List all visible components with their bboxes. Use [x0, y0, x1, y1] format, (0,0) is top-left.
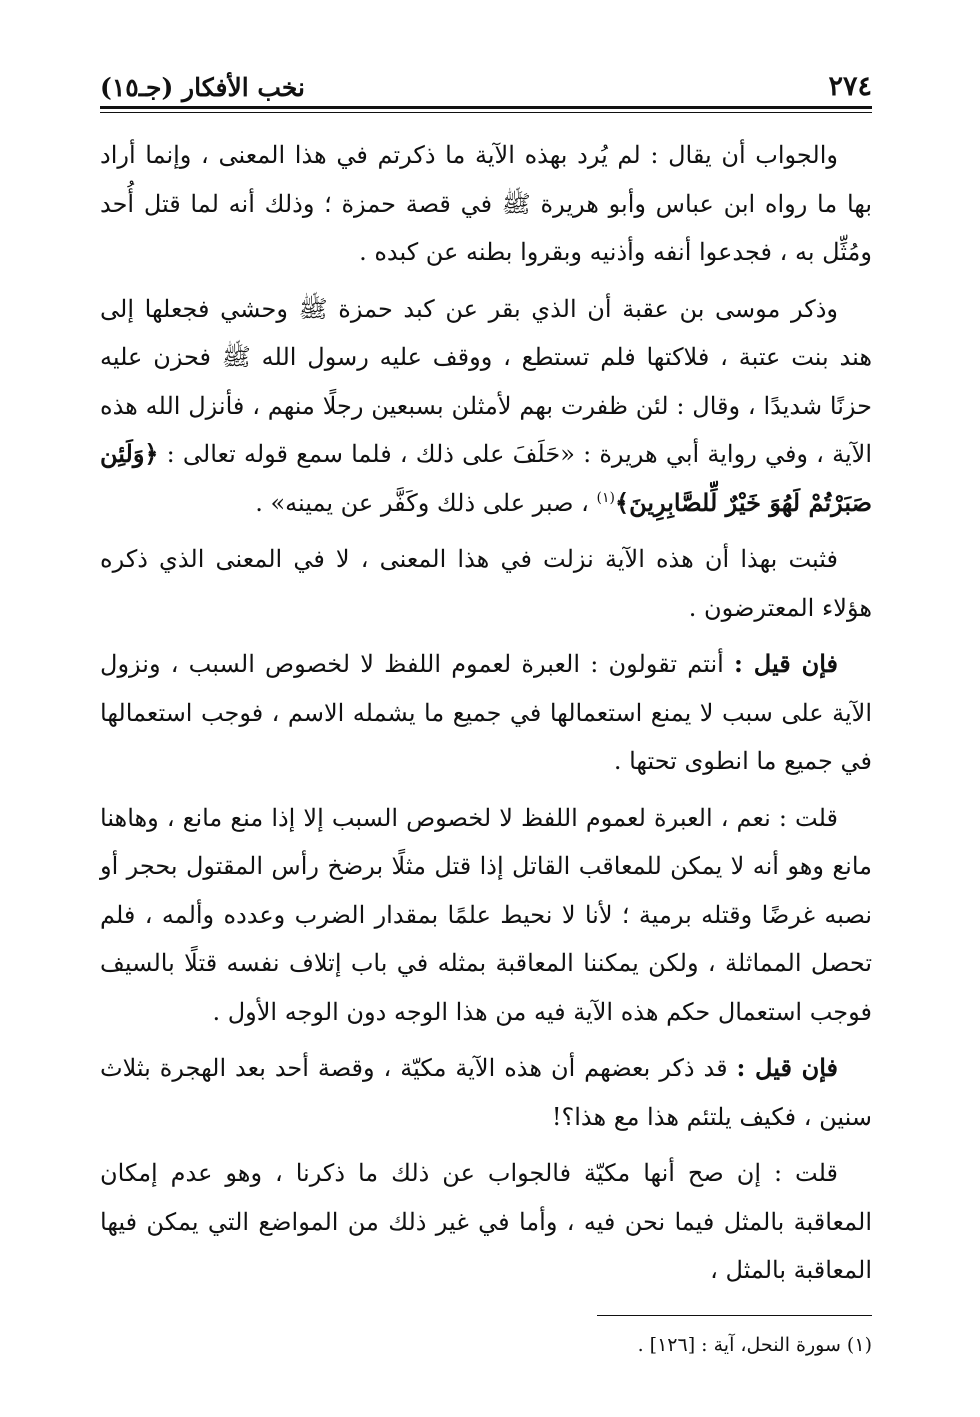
page-body — [100, 131, 872, 1295]
page-number: ٢٧٤ — [828, 71, 872, 102]
paragraph-text: فثبت بهذا أن هذه الآية نزلت في هذا المعنى ، لا في المعنى الذي ذكره هؤلاء المعترضون . — [100, 545, 872, 622]
footnote-reference: (١) — [596, 489, 615, 506]
page-header — [100, 58, 872, 102]
footnote: (١) سورة النحل، آية : [١٢٦] . — [637, 1333, 872, 1356]
header-rule-thick — [100, 106, 872, 109]
paragraph-answer — [100, 131, 872, 277]
header-rule-thin — [100, 112, 872, 113]
paragraph-text: ، صبر على ذلك وكَفَّر عن يمينه» . — [255, 488, 597, 517]
paragraph-objection-2 — [100, 1044, 872, 1141]
paragraph-conclusion — [100, 535, 872, 632]
quran-verse: ﴿وَلَئِن صَبَرْتُمْ لَهُوَ خَيْرٌ لِّلصَّابِرِينَ﴾ — [100, 439, 872, 517]
book-title: نخب الأفكار (جـ١٥) — [100, 73, 306, 102]
paragraph-text: والجواب أن يقال : لم يُرد بهذه الآية ما ذكرتم في هذا المعنى ، وإنما أراد بها ما رواه ابن عباس وأبو هريرة ﷺ في قصة حمزة ؛ وذلك أنه لما قتل أُحد ومُثِّل به ، فجدعوا أنفه وأذنيه وبقروا بطنه عن كبده . — [100, 141, 872, 266]
footnote-divider — [597, 1315, 872, 1316]
book-page — [100, 58, 872, 1360]
paragraph-text: أنتم تقولون : العبرة لعموم اللفظ لا لخصوص السبب ، ونزول الآية على سبب لا يمنع استعمالها في جميع ما يشمله الاسم ، فوجب استعمالها في جميع ما انطوى تحتها . — [100, 650, 872, 775]
paragraph-objection-1 — [100, 640, 872, 786]
objection-lead: فإن قيل : — [736, 1053, 838, 1082]
paragraph-text: وذكر موسى بن عقبة أن الذي بقر عن كبد حمزة ﷺ وحشي فجعلها إلى هند بنت عتبة ، فلاكتها فلم تستطع ، ووقف عليه رسول الله ﷺ فحزن عليه حزنًا شديدًا ، وقال : لئن ظفرت بهم لأمثلن بسبعين رجلًا منهم ، فأنزل الله هذه الآية ، وفي رواية أبي هريرة : «حَلَفَ على ذلك ، فلما سمع قوله تعالى : — [100, 294, 872, 468]
paragraph-text: قد ذكر بعضهم أن هذه الآية مكيّة ، وقصة أحد بعد الهجرة بثلاث سنين ، فكيف يلتئم هذا مع هذا؟! — [100, 1054, 872, 1131]
paragraph-text: قلت : إن صح أنها مكيّة فالجواب عن ذلك ما ذكرنا ، وهو عدم إمكان المعاقبة بالمثل فيما نحن فيه ، وأما في غير ذلك من المواضع التي يمكن فيها المعاقبة بالمثل ، — [100, 1159, 872, 1284]
objection-lead: فإن قيل : — [734, 649, 838, 678]
paragraph-reply-1 — [100, 794, 872, 1037]
paragraph-text: قلت : نعم ، العبرة لعموم اللفظ لا لخصوص السبب إلا إذا منع مانع ، وهاهنا مانع وهو أنه لا يمكن للمعاقب القاتل إذا قتل مثلًا برضخ رأس المقتول بحجر أو نصبه غرضًا وقتله برمية ؛ لأنا لا نحيط علمًا بمقدار الضرب وعدده وألمه ، فلم تحصل المماثلة ، ولكن يمكننا المعاقبة بمثله في باب إتلاف نفسه قتلًا بالسيف فوجب استعمال حكم هذه الآية فيه من هذا الوجه دون الوجه الأول . — [100, 803, 872, 1026]
paragraph-musa-narration — [100, 285, 872, 528]
paragraph-reply-2 — [100, 1149, 872, 1295]
